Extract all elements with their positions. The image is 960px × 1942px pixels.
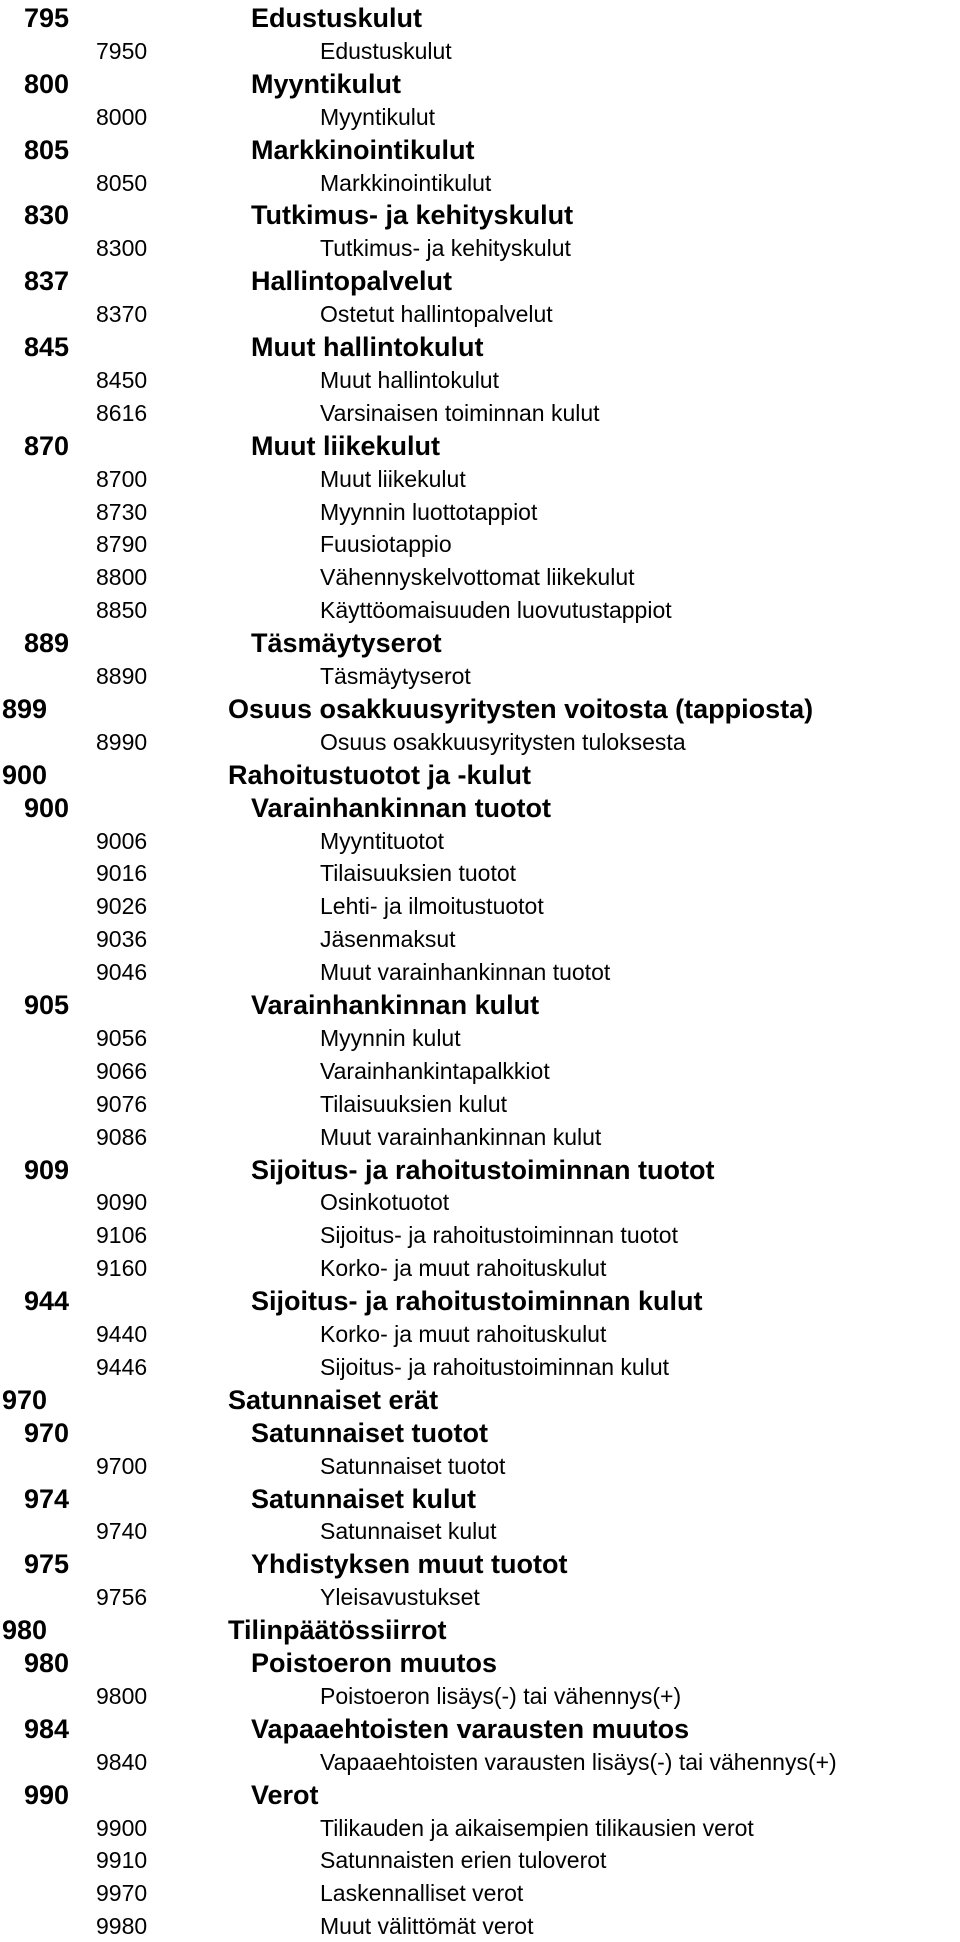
account-row [0, 1812, 960, 1844]
account-row [0, 1186, 960, 1218]
account-code: 870 [24, 430, 70, 461]
account-row [0, 1252, 960, 1284]
account-code: 8800 [96, 564, 148, 591]
account-name: Poistoeron lisäys(-) tai vähennys(+) [320, 1682, 682, 1709]
account-row [0, 1844, 960, 1876]
account-row [0, 1022, 960, 1054]
account-code: 830 [24, 200, 70, 231]
account-code: 8730 [96, 498, 148, 525]
account-name: Korko- ja muut rahoituskulut [320, 1255, 607, 1282]
account-row [0, 1351, 960, 1383]
account-code: 900 [2, 759, 48, 790]
account-row [0, 167, 960, 199]
group-row [0, 1647, 960, 1679]
account-name: Varainhankinnan tuotot [251, 792, 552, 823]
account-name: Tilikauden ja aikaisempien tilikausien verot [320, 1814, 754, 1841]
account-name: Varainhankintapalkkiot [320, 1057, 550, 1084]
account-code: 899 [2, 693, 48, 724]
account-code: 9026 [96, 893, 148, 920]
account-code: 837 [24, 266, 70, 297]
account-code: 974 [24, 1483, 70, 1514]
account-row [0, 923, 960, 955]
account-code: 9756 [96, 1584, 148, 1611]
account-row [0, 1680, 960, 1712]
account-row [0, 660, 960, 692]
account-code: 8850 [96, 597, 148, 624]
account-code: 795 [24, 3, 70, 33]
account-code: 8300 [96, 235, 148, 262]
account-name: Poistoeron muutos [251, 1648, 498, 1678]
account-code: 9090 [96, 1189, 148, 1216]
account-name: Muut liikekulut [320, 465, 466, 492]
account-name: Vähennyskelvottomat liikekulut [320, 564, 635, 591]
account-name: Muut hallintokulut [251, 332, 484, 362]
account-name: Täsmäytyserot [251, 628, 442, 659]
account-name: Satunnaiset tuotot [320, 1452, 506, 1479]
account-row [0, 397, 960, 429]
account-name: Hallintopalvelut [251, 266, 453, 297]
account-name: Muut varainhankinnan tuotot [320, 959, 611, 986]
account-code: 9970 [96, 1880, 148, 1907]
account-name: Fuusiotappio [320, 531, 452, 558]
account-name: Jäsenmaksut [320, 926, 456, 953]
group-row [0, 331, 960, 363]
account-name: Yhdistyksen muut tuotot [251, 1549, 568, 1580]
account-row [0, 496, 960, 528]
account-code: 9160 [96, 1255, 148, 1282]
account-name: Edustuskulut [251, 3, 423, 33]
group-row [0, 1285, 960, 1317]
account-name: Sijoitus- ja rahoitustoiminnan kulut [251, 1286, 703, 1317]
account-row [0, 1450, 960, 1482]
account-row [0, 1581, 960, 1613]
account-code: 990 [24, 1779, 70, 1810]
account-row [0, 956, 960, 988]
account-name: Satunnaiset kulut [251, 1483, 477, 1514]
account-code: 9106 [96, 1222, 148, 1249]
account-row [0, 1318, 960, 1350]
account-name: Myynnin luottotappiot [320, 498, 538, 525]
group-row [0, 989, 960, 1021]
group-row [0, 1154, 960, 1186]
account-name: Satunnaiset erät [228, 1384, 439, 1415]
account-name: Ostetut hallintopalvelut [320, 301, 553, 328]
group-row [0, 1713, 960, 1745]
account-name: Satunnaiset tuotot [251, 1417, 488, 1448]
account-name: Osinkotuotot [320, 1189, 450, 1216]
account-name: Satunnaiset kulut [320, 1518, 497, 1545]
group-row [0, 2, 960, 34]
account-row [0, 1910, 960, 1942]
main-group-row [0, 759, 960, 791]
account-code: 9740 [96, 1518, 148, 1545]
account-code: 944 [24, 1286, 70, 1317]
account-code: 980 [2, 1615, 48, 1646]
account-row [0, 561, 960, 593]
account-name: Muut hallintokulut [320, 366, 499, 393]
account-code: 9066 [96, 1057, 148, 1084]
account-code: 900 [24, 792, 70, 823]
main-group-row [0, 1614, 960, 1646]
account-row [0, 1121, 960, 1153]
group-row [0, 430, 960, 462]
account-code: 9840 [96, 1748, 148, 1775]
account-code: 8700 [96, 465, 148, 492]
account-code: 980 [24, 1648, 70, 1678]
account-row [0, 1877, 960, 1909]
account-name: Markkinointikulut [251, 134, 475, 165]
account-row [0, 463, 960, 495]
account-code: 8050 [96, 169, 148, 196]
account-name: Täsmäytyserot [320, 663, 471, 689]
account-name: Lehti- ja ilmoitustuotot [320, 893, 544, 920]
account-name: Osuus osakkuusyritysten voitosta (tappiosta) [228, 693, 814, 724]
account-name: Satunnaisten erien tuloverot [320, 1847, 607, 1874]
account-row [0, 298, 960, 330]
account-code: 805 [24, 134, 70, 165]
account-code: 9446 [96, 1353, 148, 1380]
account-code: 9910 [96, 1847, 148, 1874]
account-code: 984 [24, 1713, 70, 1744]
account-code: 970 [24, 1417, 70, 1448]
account-name: Sijoitus- ja rahoitustoiminnan tuotot [320, 1222, 678, 1249]
account-code: 9440 [96, 1321, 148, 1347]
account-code: 9056 [96, 1024, 148, 1051]
group-row [0, 627, 960, 659]
account-code: 9046 [96, 959, 148, 986]
account-row [0, 726, 960, 758]
group-row [0, 792, 960, 824]
account-row [0, 1088, 960, 1120]
account-code: 8790 [96, 531, 148, 558]
account-name: Edustuskulut [320, 37, 452, 64]
account-name: Tutkimus- ja kehityskulut [251, 200, 574, 231]
account-name: Vapaaehtoisten varausten muutos [251, 1713, 690, 1744]
account-code: 800 [24, 68, 70, 99]
main-group-row [0, 693, 960, 725]
account-name: Tilaisuuksien tuotot [320, 860, 517, 887]
account-code: 9016 [96, 860, 148, 887]
account-name: Verot [251, 1779, 319, 1810]
account-row [0, 825, 960, 857]
account-row [0, 1055, 960, 1087]
group-row [0, 199, 960, 231]
account-code: 845 [24, 332, 70, 362]
account-name: Muut välittömät verot [320, 1913, 534, 1940]
main-group-row [0, 1384, 960, 1416]
group-row [0, 134, 960, 166]
account-name: Myynnin kulut [320, 1024, 461, 1051]
account-row [0, 890, 960, 922]
group-row [0, 1779, 960, 1811]
account-name: Tilinpäätössiirrot [228, 1615, 447, 1646]
account-code: 8890 [96, 663, 148, 689]
account-row [0, 1746, 960, 1778]
account-code: 909 [24, 1154, 70, 1185]
account-code: 889 [24, 628, 70, 659]
account-code: 9036 [96, 926, 148, 953]
account-code: 9086 [96, 1123, 148, 1150]
account-code: 9980 [96, 1913, 148, 1940]
group-row [0, 68, 960, 100]
account-name: Rahoitustuotot ja -kulut [228, 759, 531, 790]
account-name: Myyntikulut [251, 68, 402, 99]
account-code: 8450 [96, 366, 148, 393]
account-row [0, 1515, 960, 1547]
account-name: Tutkimus- ja kehityskulut [320, 235, 571, 262]
group-row [0, 265, 960, 297]
account-row [0, 594, 960, 626]
account-row [0, 232, 960, 264]
account-row [0, 857, 960, 889]
account-name: Myyntituotot [320, 827, 444, 854]
account-name: Käyttöomaisuuden luovutustappiot [320, 597, 672, 624]
account-code: 9900 [96, 1814, 148, 1841]
account-code: 9700 [96, 1452, 148, 1479]
account-name: Korko- ja muut rahoituskulut [320, 1321, 607, 1347]
account-name: Laskennalliset verot [320, 1880, 524, 1907]
account-name: Vapaaehtoisten varausten lisäys(-) tai vähennys(+) [320, 1748, 837, 1775]
account-code: 8616 [96, 399, 148, 426]
account-name: Varainhankinnan kulut [251, 990, 540, 1020]
account-name: Muut varainhankinnan kulut [320, 1123, 602, 1150]
account-code: 970 [2, 1384, 48, 1415]
group-row [0, 1483, 960, 1515]
account-code: 975 [24, 1549, 70, 1580]
account-name: Muut liikekulut [251, 430, 440, 461]
account-row [0, 1219, 960, 1251]
account-row [0, 528, 960, 560]
account-name: Markkinointikulut [320, 169, 492, 196]
account-name: Myyntikulut [320, 103, 436, 130]
account-row [0, 364, 960, 396]
group-row [0, 1548, 960, 1580]
account-name: Sijoitus- ja rahoitustoiminnan kulut [320, 1353, 670, 1380]
account-code: 7950 [96, 37, 148, 64]
account-code: 9006 [96, 827, 148, 854]
account-code: 8370 [96, 301, 148, 328]
account-name: Yleisavustukset [320, 1584, 480, 1611]
account-row [0, 101, 960, 133]
account-code: 8990 [96, 728, 148, 755]
account-code: 905 [24, 990, 70, 1020]
account-code: 9800 [96, 1682, 148, 1709]
account-name: Osuus osakkuusyritysten tuloksesta [320, 728, 686, 755]
account-code: 8000 [96, 103, 148, 130]
account-name: Varsinaisen toiminnan kulut [320, 399, 600, 426]
account-row [0, 35, 960, 67]
account-name: Sijoitus- ja rahoitustoiminnan tuotot [251, 1154, 715, 1185]
account-name: Tilaisuuksien kulut [320, 1090, 508, 1117]
group-row [0, 1417, 960, 1449]
account-code: 9076 [96, 1090, 148, 1117]
